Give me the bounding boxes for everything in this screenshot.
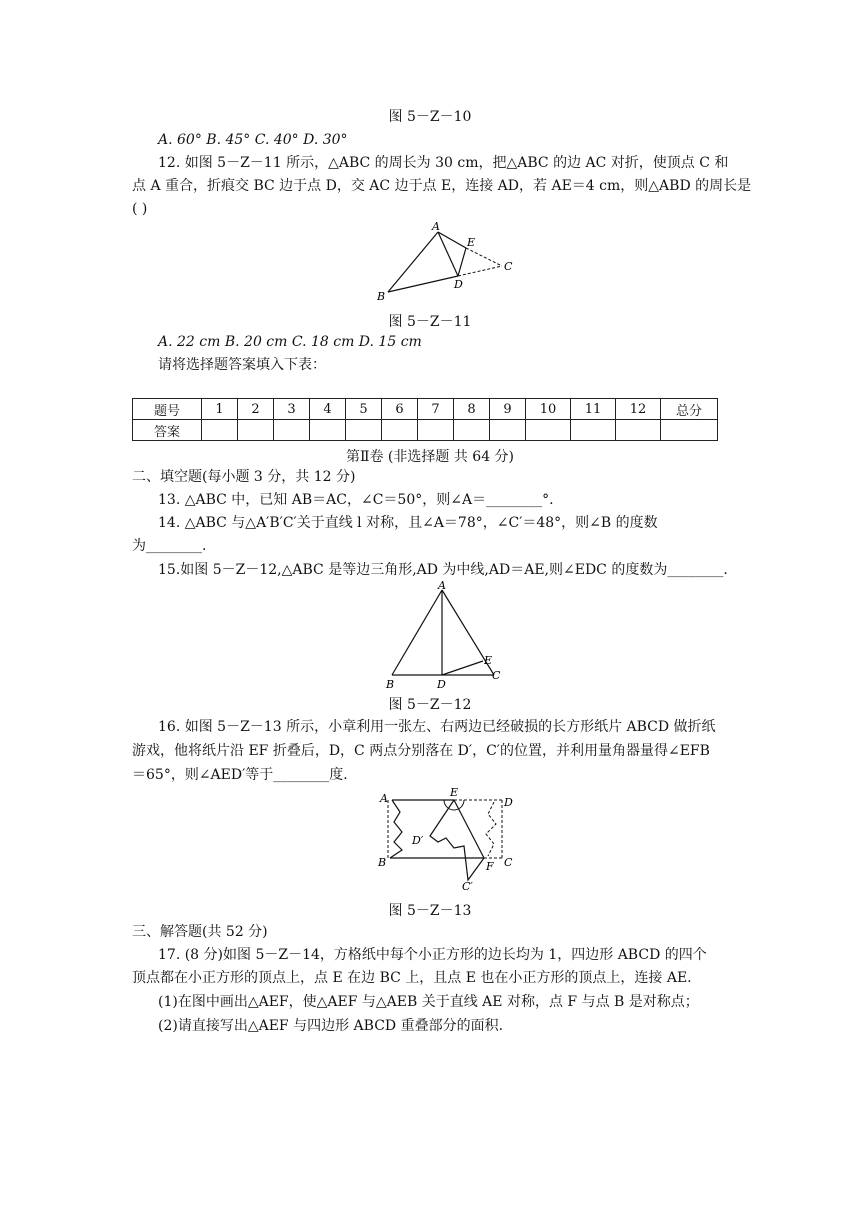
fig12-label-c: C [492,669,501,682]
q17-part2: (2)请直接写出△AEF 与四边形 ABCD 重叠部分的面积. [158,1018,504,1034]
fig11-label-d: D [454,278,463,291]
q-number-cell: 12 [616,399,661,420]
answer-cell[interactable] [454,420,490,441]
q16-line1: 16. 如图 5－Z－13 所示，小章利用一张左、右两边已经破损的长方形纸片 ABCD 做折纸 [158,719,716,735]
answer-cell[interactable] [616,420,661,441]
fig11-caption: 图 5－Z－11 [388,314,472,330]
answer-cell[interactable] [490,420,526,441]
fig13-label-d: D [504,796,513,809]
fig13-label-e: E [450,786,459,799]
fig11-label-a: A [432,220,440,233]
q-number-cell: 2 [238,399,274,420]
part2-title: 第Ⅱ卷 (非选择题 共 64 分) [345,449,515,465]
q14-line1: 14. △ABC 与△A′B′C′关于直线 l 对称，且∠A＝78°，∠C′＝48°，则∠B 的度数 [158,515,658,531]
q-number-cell: 10 [526,399,571,420]
fig12-label-a: A [438,580,446,592]
q-number-cell: 7 [418,399,454,420]
q16-line2: 游戏，他将纸片沿 EF 折叠后，D，C 两点分别落在 D′，C′的位置，并利用量角器量得∠EFB [132,743,710,759]
fig11-label-c: C [504,260,513,273]
figure-5-z-12 [380,580,510,692]
fig13-label-b: B [378,856,387,869]
fig13-label-d-prime: D′ [412,834,424,847]
q-number-cell: 9 [490,399,526,420]
q13: 13. △ABC 中，已知 AB＝AC，∠C＝50°，则∠A＝________°. [158,492,554,508]
total-score-cell[interactable] [661,420,718,441]
fig12-label-d: D [437,678,446,691]
answer-cell[interactable] [346,420,382,441]
q12-line1: 12. 如图 5－Z－11 所示，△ABC 的周长为 30 cm，把△ABC 的边 AC 对折，使顶点 C 和 [158,155,729,171]
q11-options: A. 60° B. 45° C. 40° D. 30° [158,132,348,148]
q17-part1: (1)在图中画出△AEF，使△AEF 与△AEB 关于直线 AE 对称，点 F 与点 B 是对称点； [158,994,699,1010]
answer-cell[interactable] [382,420,418,441]
answer-cell[interactable] [202,420,238,441]
q-number-cell: 4 [310,399,346,420]
table-row-answers [133,420,718,441]
q15: 15.如图 5－Z－12,△ABC 是等边三角形,AD 为中线,AD＝AE,则∠EDC 的度数为________. [158,562,728,578]
q-number-cell: 6 [382,399,418,420]
section3-heading: 三、解答题(共 52 分) [132,924,268,940]
q-number-cell: 8 [454,399,490,420]
q14-line2: 为________. [132,538,207,554]
answer-table [132,398,718,441]
fig13-label-c: C [504,856,513,869]
q12-line3: ( ) [132,201,148,217]
q12-line2: 点 A 重合，折痕交 BC 边于点 D，交 AC 边于点 E，连接 AD，若 AE＝4 cm，则△ABD 的周长是 [132,178,752,194]
figure-5-z-13 [372,786,522,898]
q-number-cell: 1 [202,399,238,420]
figure-5-z-11 [370,220,520,305]
fig12-label-b: B [386,678,395,691]
q-number-cell: 3 [274,399,310,420]
q-number-cell: 5 [346,399,382,420]
q17-line2: 顶点都在小正方形的顶点上，点 E 在边 BC 上，且点 E 也在小正方形的顶点上，连接 AE. [132,970,692,986]
table-instruction: 请将选择题答案填入下表： [158,357,326,373]
section2-heading: 二、填空题(每小题 3 分，共 12 分) [132,469,356,485]
total-score-label: 总分 [661,399,718,420]
fig13-label-a: A [380,792,388,805]
q12-options: A. 22 cm B. 20 cm C. 18 cm D. 15 cm [158,334,422,350]
fig12-label-e: E [484,654,493,667]
table-row-numbers [133,399,718,420]
answer-cell[interactable] [310,420,346,441]
answer-cell[interactable] [418,420,454,441]
fig11-label-b: B [377,290,386,303]
row-label-number: 题号 [133,399,202,420]
fig12-caption: 图 5－Z－12 [388,697,472,713]
fig10-caption: 图 5－Z－10 [388,109,472,125]
q-number-cell: 11 [571,399,616,420]
fig13-label-f: F [486,860,494,873]
answer-cell[interactable] [238,420,274,441]
answer-cell[interactable] [274,420,310,441]
fig11-label-e: E [467,236,476,249]
answer-cell[interactable] [571,420,616,441]
q16-line3: ＝65°，则∠AED′等于________度. [132,767,348,783]
fig13-caption: 图 5－Z－13 [388,903,472,919]
answer-cell[interactable] [526,420,571,441]
row-label-answer: 答案 [133,420,202,441]
q17-line1: 17. (8 分)如图 5－Z－14，方格纸中每个小正方形的边长均为 1，四边形 ABCD 的四个 [158,947,707,963]
fig13-label-c-prime: C′ [462,880,473,893]
